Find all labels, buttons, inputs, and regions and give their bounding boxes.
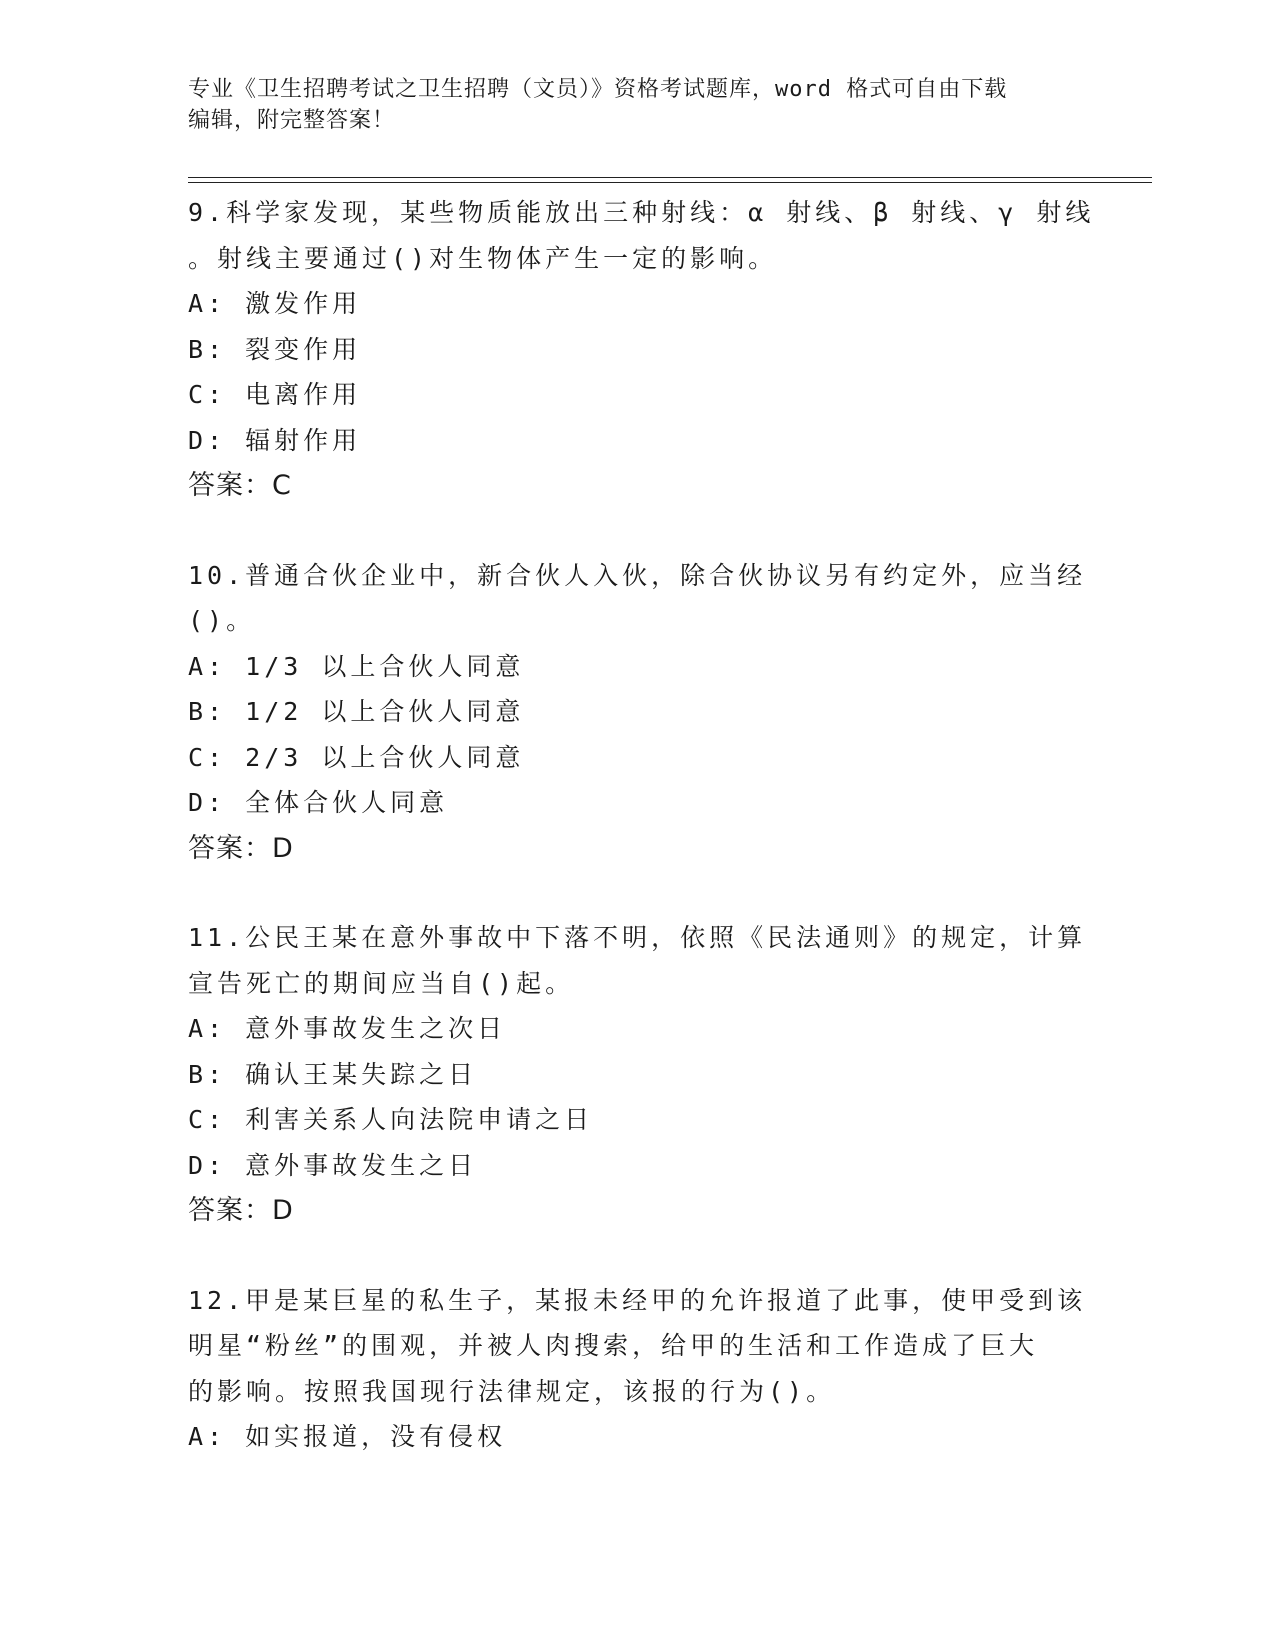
option-b: B: 确认王某失踪之日 <box>188 1059 478 1089</box>
option-d: D: 意外事故发生之日 <box>188 1150 478 1180</box>
question-stem-line: ()。 <box>188 606 256 635</box>
option-c: C: 利害关系人向法院申请之日 <box>188 1105 594 1134</box>
question-stem-line: 10.普通合伙企业中，新合伙人入伙，除合伙协议另有约定外，应当经 <box>188 560 1087 590</box>
option-b: B: 1/2 以上合伙人同意 <box>188 697 525 726</box>
answer-line: 答案：D <box>188 832 294 864</box>
option-c: C: 2/3 以上合伙人同意 <box>188 742 525 772</box>
question-list <box>188 190 1095 1504</box>
question-9 <box>188 190 1095 509</box>
question-12 <box>188 1278 1088 1460</box>
question-stem-line: 11.公民王某在意外事故中下落不明，依照《民法通则》的规定，计算 <box>188 923 1087 952</box>
option-d: D: 全体合伙人同意 <box>188 788 449 817</box>
option-b: B: 裂变作用 <box>188 334 362 364</box>
option-a: A: 意外事故发生之次日 <box>188 1014 507 1043</box>
document-header <box>188 74 1088 136</box>
header-line-2: 编辑，附完整答案！ <box>188 108 396 133</box>
question-11 <box>188 915 1088 1234</box>
option-a: A: 如实报道，没有侵权 <box>188 1422 507 1451</box>
option-a: A: 激发作用 <box>188 289 362 318</box>
question-stem-line: 9.科学家发现，某些物质能放出三种射线：α 射线、β 射线、γ 射线 <box>188 198 1095 227</box>
question-stem-line: 12.甲是某巨星的私生子，某报未经甲的允许报道了此事，使甲受到该 <box>188 1285 1087 1315</box>
question-10 <box>188 553 1088 872</box>
question-stem-line: 明星“粉丝”的围观，并被人肉搜索，给甲的生活和工作造成了巨大 <box>188 1331 1039 1360</box>
question-stem-line: 宣告死亡的期间应当自()起。 <box>188 968 575 998</box>
answer-line: 答案：D <box>188 1195 294 1226</box>
option-a: A: 1/3 以上合伙人同意 <box>188 651 525 681</box>
question-stem-line: 。射线主要通过()对生物体产生一定的影响。 <box>188 243 778 273</box>
option-d: D: 辐射作用 <box>188 425 362 455</box>
header-divider-bottom <box>188 182 1152 183</box>
option-c: C: 电离作用 <box>188 380 362 409</box>
question-stem-line: 的影响。按照我国现行法律规定，该报的行为()。 <box>188 1376 836 1406</box>
answer-line: 答案：C <box>188 470 292 501</box>
header-divider-top <box>188 177 1152 178</box>
header-line-1: 专业《卫生招聘考试之卫生招聘（文员）》资格考试题库，word 格式可自由下载 <box>188 77 1008 102</box>
